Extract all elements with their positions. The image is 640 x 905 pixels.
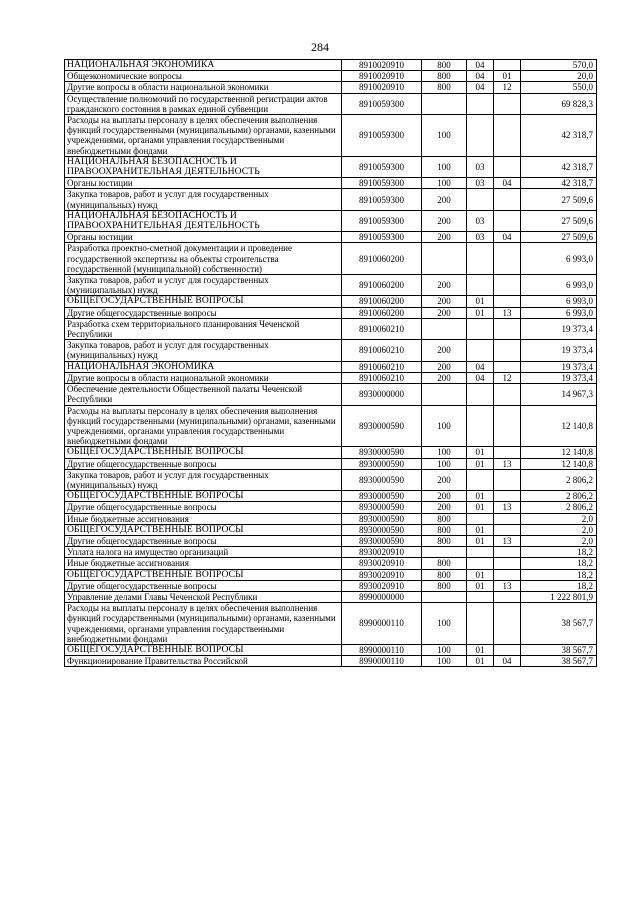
row-subsection-cell xyxy=(494,210,521,231)
row-code-cell: 8910060210 xyxy=(342,340,422,361)
row-code-cell: 8930000590 xyxy=(342,491,422,502)
row-name-cell: Иные бюджетные ассигнования xyxy=(65,513,342,524)
row-section-cell: 01 xyxy=(467,447,494,458)
row-expense-type-cell: 800 xyxy=(422,558,467,569)
row-expense-type-cell: 200 xyxy=(422,189,467,210)
row-code-cell: 8910020910 xyxy=(342,71,422,82)
row-code-cell: 8930000590 xyxy=(342,447,422,458)
row-amount-cell: 6 993,0 xyxy=(521,296,597,307)
row-name-cell: Закупка товаров, работ и услуг для государственных (муниципальных) нужд xyxy=(65,340,342,361)
row-expense-type-cell: 200 xyxy=(422,210,467,231)
row-subsection-cell xyxy=(494,524,521,535)
row-code-cell: 8990000110 xyxy=(342,603,422,645)
row-name-cell: Закупка товаров, работ и услуг для государственных (муниципальных) нужд xyxy=(65,275,342,296)
row-subsection-cell xyxy=(494,513,521,524)
row-subsection-cell: 01 xyxy=(494,71,521,82)
row-section-cell xyxy=(467,275,494,296)
row-section-cell xyxy=(467,405,494,447)
table-row xyxy=(65,447,597,458)
row-code-cell: 8930000590 xyxy=(342,469,422,490)
row-expense-type-cell: 800 xyxy=(422,82,467,93)
table-row xyxy=(65,82,597,93)
row-section-cell xyxy=(467,591,494,602)
row-subsection-cell xyxy=(494,243,521,275)
row-amount-cell: 12 140,8 xyxy=(521,447,597,458)
row-name-cell: Общеэкономические вопросы xyxy=(65,71,342,82)
row-section-cell: 01 xyxy=(467,491,494,502)
row-code-cell: 8930000590 xyxy=(342,502,422,513)
row-amount-cell: 2,0 xyxy=(521,524,597,535)
row-subsection-cell xyxy=(494,318,521,339)
row-code-cell: 8930000000 xyxy=(342,384,422,405)
row-name-cell: Другие общегосударственные вопросы xyxy=(65,307,342,318)
row-amount-cell: 19 373,4 xyxy=(521,318,597,339)
row-subsection-cell xyxy=(494,591,521,602)
row-section-cell: 01 xyxy=(467,296,494,307)
row-subsection-cell xyxy=(494,447,521,458)
row-name-cell: Другие общегосударственные вопросы xyxy=(65,535,342,546)
row-subsection-cell: 04 xyxy=(494,232,521,243)
row-amount-cell: 2 806,2 xyxy=(521,469,597,490)
row-expense-type-cell: 200 xyxy=(422,275,467,296)
row-amount-cell: 12 140,8 xyxy=(521,405,597,447)
row-expense-type-cell: 800 xyxy=(422,580,467,591)
row-name-cell: Разработка схем территориального планирования Чеченской Республики xyxy=(65,318,342,339)
row-name-cell: ОБЩЕГОСУДАРСТВЕННЫЕ ВОПРОСЫ xyxy=(65,491,342,502)
row-code-cell: 8910059300 xyxy=(342,115,422,157)
row-name-cell: Органы юстиции xyxy=(65,178,342,189)
row-expense-type-cell: 100 xyxy=(422,156,467,177)
row-section-cell xyxy=(467,93,494,114)
row-name-cell: ОБЩЕГОСУДАРСТВЕННЫЕ ВОПРОСЫ xyxy=(65,447,342,458)
row-expense-type-cell: 200 xyxy=(422,307,467,318)
row-amount-cell: 12 140,8 xyxy=(521,458,597,469)
row-amount-cell: 19 373,4 xyxy=(521,340,597,361)
row-name-cell: Расходы на выплаты персоналу в целях обеспечения выполнения функций государственными (муниципальными) органами, казенными учреждениями, органами управления государственными внебюджетными фондами xyxy=(65,115,342,157)
row-name-cell: Иные бюджетные ассигнования xyxy=(65,558,342,569)
row-expense-type-cell xyxy=(422,318,467,339)
table-row xyxy=(65,458,597,469)
row-subsection-cell xyxy=(494,469,521,490)
row-name-cell: Закупка товаров, работ и услуг для государственных (муниципальных) нужд xyxy=(65,189,342,210)
row-amount-cell: 27 509,6 xyxy=(521,189,597,210)
row-expense-type-cell: 800 xyxy=(422,513,467,524)
budget-table-body xyxy=(65,60,597,667)
table-row xyxy=(65,361,597,372)
row-name-cell: ОБЩЕГОСУДАРСТВЕННЫЕ ВОПРОСЫ xyxy=(65,569,342,580)
row-name-cell: Обеспечение деятельности Общественной палаты Чеченской Республики xyxy=(65,384,342,405)
row-code-cell: 8990000110 xyxy=(342,656,422,667)
row-section-cell: 01 xyxy=(467,569,494,580)
row-subsection-cell xyxy=(494,340,521,361)
table-row xyxy=(65,275,597,296)
row-code-cell: 8930020910 xyxy=(342,558,422,569)
row-code-cell: 8910059300 xyxy=(342,93,422,114)
row-subsection-cell: 13 xyxy=(494,580,521,591)
row-code-cell: 8930000590 xyxy=(342,535,422,546)
row-subsection-cell xyxy=(494,384,521,405)
page-number: 284 xyxy=(311,40,329,54)
row-name-cell: НАЦИОНАЛЬНАЯ ЭКОНОМИКА xyxy=(65,60,342,71)
row-section-cell: 04 xyxy=(467,71,494,82)
row-expense-type-cell: 100 xyxy=(422,447,467,458)
row-amount-cell: 27 509,6 xyxy=(521,232,597,243)
row-expense-type-cell: 200 xyxy=(422,232,467,243)
table-row xyxy=(65,210,597,231)
row-code-cell: 8930000590 xyxy=(342,458,422,469)
table-row xyxy=(65,535,597,546)
row-code-cell: 8930020910 xyxy=(342,569,422,580)
row-code-cell: 8910060210 xyxy=(342,318,422,339)
table-row xyxy=(65,232,597,243)
row-expense-type-cell: 200 xyxy=(422,296,467,307)
row-expense-type-cell xyxy=(422,591,467,602)
table-row xyxy=(65,569,597,580)
table-row xyxy=(65,178,597,189)
row-subsection-cell: 04 xyxy=(494,656,521,667)
row-amount-cell: 18,2 xyxy=(521,558,597,569)
row-amount-cell: 27 509,6 xyxy=(521,210,597,231)
row-section-cell xyxy=(467,558,494,569)
row-amount-cell: 42 318,7 xyxy=(521,156,597,177)
row-expense-type-cell: 200 xyxy=(422,502,467,513)
row-section-cell: 01 xyxy=(467,656,494,667)
row-subsection-cell: 12 xyxy=(494,372,521,383)
table-row xyxy=(65,603,597,645)
row-section-cell: 01 xyxy=(467,307,494,318)
table-row xyxy=(65,340,597,361)
row-section-cell: 04 xyxy=(467,82,494,93)
row-amount-cell: 550,0 xyxy=(521,82,597,93)
row-name-cell: НАЦИОНАЛЬНАЯ ЭКОНОМИКА xyxy=(65,361,342,372)
row-name-cell: Осуществление полномочий по государственной регистрации актов гражданского состояния в рамках единой субвенции xyxy=(65,93,342,114)
row-subsection-cell xyxy=(494,547,521,558)
row-section-cell xyxy=(467,115,494,157)
row-subsection-cell xyxy=(494,93,521,114)
table-row xyxy=(65,372,597,383)
row-name-cell: Функционирование Правительства Российской xyxy=(65,656,342,667)
table-row xyxy=(65,558,597,569)
row-code-cell: 8910059300 xyxy=(342,178,422,189)
row-amount-cell: 18,2 xyxy=(521,580,597,591)
row-section-cell: 03 xyxy=(467,210,494,231)
table-row xyxy=(65,60,597,71)
row-expense-type-cell xyxy=(422,93,467,114)
table-row xyxy=(65,93,597,114)
row-amount-cell: 2,0 xyxy=(521,513,597,524)
row-expense-type-cell: 800 xyxy=(422,60,467,71)
row-amount-cell: 19 373,4 xyxy=(521,372,597,383)
budget-table xyxy=(64,59,597,667)
row-name-cell: НАЦИОНАЛЬНАЯ БЕЗОПАСНОСТЬ И ПРАВООХРАНИТЕЛЬНАЯ ДЕЯТЕЛЬНОСТЬ xyxy=(65,156,342,177)
row-section-cell: 01 xyxy=(467,502,494,513)
row-subsection-cell xyxy=(494,296,521,307)
row-amount-cell: 18,2 xyxy=(521,547,597,558)
row-expense-type-cell: 100 xyxy=(422,644,467,655)
row-code-cell: 8930000590 xyxy=(342,513,422,524)
row-code-cell: 8930000590 xyxy=(342,524,422,535)
row-name-cell: Уплата налога на имущество организаций xyxy=(65,547,342,558)
table-row xyxy=(65,580,597,591)
row-name-cell: Другие вопросы в области национальной экономики xyxy=(65,82,342,93)
table-row xyxy=(65,296,597,307)
row-expense-type-cell: 800 xyxy=(422,524,467,535)
row-name-cell: Другие общегосударственные вопросы xyxy=(65,502,342,513)
row-subsection-cell xyxy=(494,115,521,157)
row-name-cell: Закупка товаров, работ и услуг для государственных (муниципальных) нужд xyxy=(65,469,342,490)
row-code-cell: 8910060200 xyxy=(342,275,422,296)
row-code-cell: 8930020910 xyxy=(342,547,422,558)
row-amount-cell: 18,2 xyxy=(521,569,597,580)
row-expense-type-cell: 800 xyxy=(422,71,467,82)
row-amount-cell: 42 318,7 xyxy=(521,115,597,157)
row-code-cell: 8910060200 xyxy=(342,243,422,275)
row-section-cell: 01 xyxy=(467,535,494,546)
table-row xyxy=(65,656,597,667)
row-expense-type-cell: 100 xyxy=(422,656,467,667)
row-code-cell: 8930020910 xyxy=(342,580,422,591)
table-row xyxy=(65,524,597,535)
row-name-cell: ОБЩЕГОСУДАРСТВЕННЫЕ ВОПРОСЫ xyxy=(65,296,342,307)
row-amount-cell: 2 806,2 xyxy=(521,491,597,502)
table-row xyxy=(65,156,597,177)
row-expense-type-cell: 800 xyxy=(422,569,467,580)
row-section-cell: 04 xyxy=(467,372,494,383)
row-subsection-cell xyxy=(494,275,521,296)
row-code-cell: 8910059300 xyxy=(342,232,422,243)
row-code-cell: 8910060200 xyxy=(342,307,422,318)
row-amount-cell: 2 806,2 xyxy=(521,502,597,513)
row-name-cell: Расходы на выплаты персоналу в целях обеспечения выполнения функций государственными (муниципальными) органами, казенными учреждениями, органами управления государственными внебюджетными фондами xyxy=(65,603,342,645)
row-amount-cell: 20,0 xyxy=(521,71,597,82)
row-name-cell: Управление делами Главы Чеченской Республики xyxy=(65,591,342,602)
row-section-cell: 04 xyxy=(467,60,494,71)
row-amount-cell: 14 967,3 xyxy=(521,384,597,405)
table-row xyxy=(65,115,597,157)
row-name-cell: Разработка проектно-сметной документации и проведение государственной экспертизы на объекты строительства государственной (муниципальной) собственности) xyxy=(65,243,342,275)
row-subsection-cell xyxy=(494,189,521,210)
row-amount-cell: 6 993,0 xyxy=(521,243,597,275)
row-amount-cell: 38 567,7 xyxy=(521,656,597,667)
row-name-cell: ОБЩЕГОСУДАРСТВЕННЫЕ ВОПРОСЫ xyxy=(65,524,342,535)
row-section-cell xyxy=(467,513,494,524)
row-subsection-cell xyxy=(494,405,521,447)
row-expense-type-cell xyxy=(422,384,467,405)
row-section-cell: 01 xyxy=(467,644,494,655)
row-section-cell xyxy=(467,189,494,210)
row-expense-type-cell: 200 xyxy=(422,469,467,490)
table-row xyxy=(65,71,597,82)
table-row xyxy=(65,491,597,502)
row-expense-type-cell: 100 xyxy=(422,405,467,447)
table-row xyxy=(65,513,597,524)
row-subsection-cell: 13 xyxy=(494,307,521,318)
row-subsection-cell xyxy=(494,361,521,372)
table-row xyxy=(65,591,597,602)
table-row xyxy=(65,307,597,318)
row-code-cell: 8910059300 xyxy=(342,210,422,231)
row-section-cell: 03 xyxy=(467,156,494,177)
row-expense-type-cell xyxy=(422,243,467,275)
row-name-cell: Органы юстиции xyxy=(65,232,342,243)
row-amount-cell: 38 567,7 xyxy=(521,603,597,645)
table-row xyxy=(65,405,597,447)
row-subsection-cell: 13 xyxy=(494,458,521,469)
row-code-cell: 8910059300 xyxy=(342,189,422,210)
row-amount-cell: 19 373,4 xyxy=(521,361,597,372)
row-code-cell: 8990000110 xyxy=(342,644,422,655)
row-name-cell: НАЦИОНАЛЬНАЯ БЕЗОПАСНОСТЬ И ПРАВООХРАНИТЕЛЬНАЯ ДЕЯТЕЛЬНОСТЬ xyxy=(65,210,342,231)
row-amount-cell: 38 567,7 xyxy=(521,644,597,655)
row-expense-type-cell: 100 xyxy=(422,115,467,157)
row-subsection-cell xyxy=(494,491,521,502)
row-section-cell: 01 xyxy=(467,458,494,469)
row-section-cell xyxy=(467,469,494,490)
row-section-cell xyxy=(467,547,494,558)
row-amount-cell: 69 828,3 xyxy=(521,93,597,114)
row-subsection-cell xyxy=(494,569,521,580)
row-name-cell: Другие общегосударственные вопросы xyxy=(65,580,342,591)
row-amount-cell: 2,0 xyxy=(521,535,597,546)
row-expense-type-cell: 800 xyxy=(422,535,467,546)
row-section-cell xyxy=(467,340,494,361)
row-amount-cell: 6 993,0 xyxy=(521,275,597,296)
table-row xyxy=(65,318,597,339)
table-row xyxy=(65,502,597,513)
row-section-cell: 01 xyxy=(467,580,494,591)
table-row xyxy=(65,243,597,275)
row-subsection-cell xyxy=(494,603,521,645)
row-expense-type-cell xyxy=(422,547,467,558)
row-section-cell: 01 xyxy=(467,524,494,535)
row-expense-type-cell: 200 xyxy=(422,491,467,502)
row-expense-type-cell: 100 xyxy=(422,458,467,469)
row-name-cell: Другие общегосударственные вопросы xyxy=(65,458,342,469)
row-code-cell: 8910060210 xyxy=(342,372,422,383)
row-code-cell: 8930000590 xyxy=(342,405,422,447)
row-code-cell: 8910020910 xyxy=(342,60,422,71)
row-code-cell: 8910060210 xyxy=(342,361,422,372)
row-subsection-cell: 04 xyxy=(494,178,521,189)
row-amount-cell: 42 318,7 xyxy=(521,178,597,189)
row-subsection-cell xyxy=(494,644,521,655)
table-row xyxy=(65,469,597,490)
table-row xyxy=(65,384,597,405)
row-expense-type-cell: 200 xyxy=(422,361,467,372)
row-name-cell: Другие вопросы в области национальной экономики xyxy=(65,372,342,383)
row-section-cell xyxy=(467,384,494,405)
row-section-cell: 04 xyxy=(467,361,494,372)
row-expense-type-cell: 200 xyxy=(422,340,467,361)
table-row xyxy=(65,644,597,655)
row-section-cell xyxy=(467,318,494,339)
row-section-cell xyxy=(467,603,494,645)
row-amount-cell: 570,0 xyxy=(521,60,597,71)
row-expense-type-cell: 200 xyxy=(422,372,467,383)
row-subsection-cell: 12 xyxy=(494,82,521,93)
row-name-cell: ОБЩЕГОСУДАРСТВЕННЫЕ ВОПРОСЫ xyxy=(65,644,342,655)
row-name-cell: Расходы на выплаты персоналу в целях обеспечения выполнения функций государственными (муниципальными) органами, казенными учреждениями, органами управления государственными внебюджетными фондами xyxy=(65,405,342,447)
table-row xyxy=(65,189,597,210)
row-code-cell: 8990000000 xyxy=(342,591,422,602)
row-subsection-cell: 13 xyxy=(494,502,521,513)
row-section-cell: 03 xyxy=(467,232,494,243)
row-subsection-cell xyxy=(494,558,521,569)
row-subsection-cell xyxy=(494,60,521,71)
row-code-cell: 8910059300 xyxy=(342,156,422,177)
row-amount-cell: 1 222 801,9 xyxy=(521,591,597,602)
row-expense-type-cell: 100 xyxy=(422,603,467,645)
row-expense-type-cell: 100 xyxy=(422,178,467,189)
row-subsection-cell xyxy=(494,156,521,177)
row-code-cell: 8910060200 xyxy=(342,296,422,307)
row-section-cell xyxy=(467,243,494,275)
row-subsection-cell: 13 xyxy=(494,535,521,546)
row-amount-cell: 6 993,0 xyxy=(521,307,597,318)
table-row xyxy=(65,547,597,558)
row-section-cell: 03 xyxy=(467,178,494,189)
row-code-cell: 8910020910 xyxy=(342,82,422,93)
